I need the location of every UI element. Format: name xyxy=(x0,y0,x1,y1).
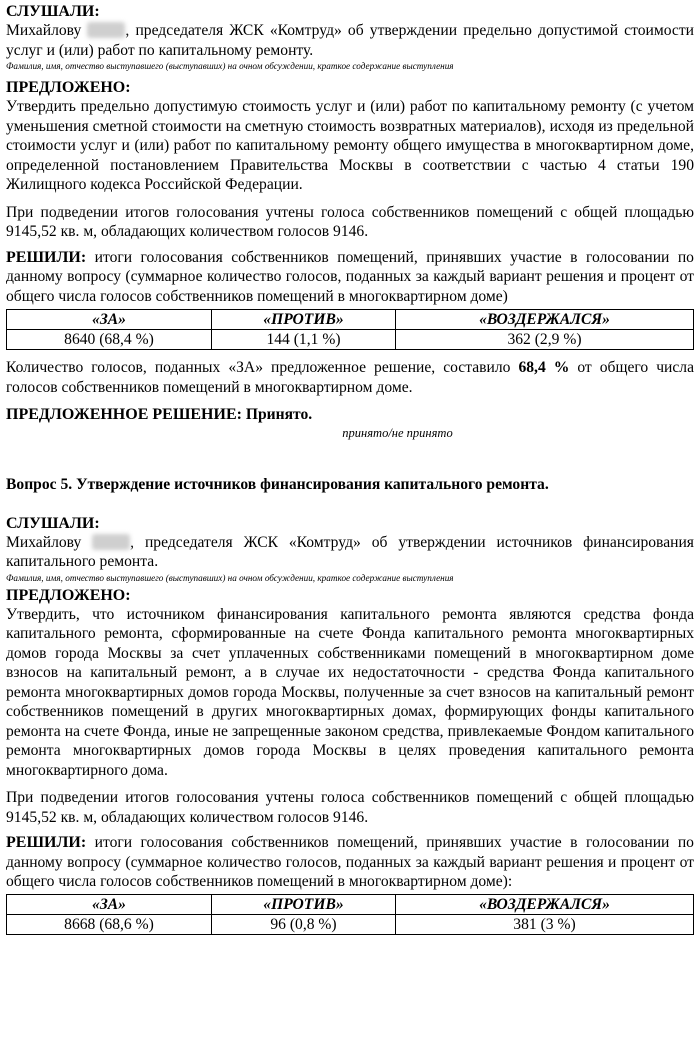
decision-value: Принято. xyxy=(241,406,313,423)
speaker-name-2: Михайлову xyxy=(6,533,82,551)
proposed-heading: ПРЕДЛОЖЕНО: xyxy=(6,79,131,96)
redacted-name xyxy=(87,22,125,38)
decided-heading-2: РЕШИЛИ: xyxy=(6,834,87,851)
heard-rest: , председателя ЖСК «Комтруд» об утверждении предельно допустимой стоимости услуг и (или) работ по капитальному ремонту. xyxy=(6,22,694,59)
votes-counted-text: При подведении итогов голосования учтены голоса собственников помещений с общей площадью 9145,52 кв. м, обладающих количеством голосов 9146. xyxy=(6,203,694,240)
heard-heading: СЛУШАЛИ: xyxy=(6,3,100,20)
decision-heading: ПРЕДЛОЖЕННОЕ РЕШЕНИЕ: xyxy=(6,406,242,423)
header-abstain-2: «ВОЗДЕРЖАЛСЯ» xyxy=(395,894,693,914)
heard-text-2 xyxy=(6,533,694,572)
count-summary: Количество голосов, поданных «ЗА» предложенное решение, составило 68,4 % от общего числа голосов собственников помещений в многоквартирном доме. xyxy=(6,359,695,396)
proposed-heading-2: ПРЕДЛОЖЕНО: xyxy=(6,586,131,604)
value-for: 8640 (68,4 %) xyxy=(7,330,212,350)
decided-body-2: итоги голосования собственников помещений, принявших участие в голосовании по данному вопросу (суммарное количество голосов, поданных за каждый вариант решения и процент от общего числа голосов собственников помещений в многоквартирном доме): xyxy=(6,834,694,890)
header-against: «ПРОТИВ» xyxy=(211,310,395,330)
proposed-text-2: Утвердить, что источником финансирования капитального ремонта являются средства фонда капитального ремонта, сформированные на счете Фонда капитального ремонта многоквартирных домов города Москвы за счет уплаченных собственниками помещений в многоквартирном доме взносов на капитальный ремонт, а в случае их недостаточности - средства Фонда капитального ремонта многоквартирных домов города Москвы, полученные за счет взносов на капитальный ремонт собственников помещений в других многоквартирных домах, формирующих фонды капитального ремонта на счете Фонда, иные не запрещенные законом средства, привлекаемые Фондом капитального ремонта многоквартирных домов города Москвы в целях проведения капитального ремонта многоквартирного дома. xyxy=(6,605,694,779)
question-5-title: Вопрос 5. Утверждение источников финансирования капитального ремонта. xyxy=(6,475,549,493)
decided-text xyxy=(6,248,694,307)
vote-results-table xyxy=(6,309,694,350)
speaker-note: Фамилия, имя, отчество выступавшего (выступавших) на очном обсуждении, краткое содержание выступления xyxy=(6,61,454,71)
header-against-2: «ПРОТИВ» xyxy=(211,894,395,914)
heard-rest-2: , председателя ЖСК «Комтруд» об утверждении источников финансирования капитального ремонта. xyxy=(6,533,694,570)
decision-hint: принято/не принято xyxy=(342,425,453,440)
redacted-name-2 xyxy=(92,534,130,550)
decided-body: итоги голосования собственников помещений, принявших участие в голосовании по данному вопросу (суммарное количество голосов, поданных за каждый вариант решения и процент от общего числа голосов собственников помещений в многоквартирном доме) xyxy=(6,248,694,305)
document-page xyxy=(0,2,700,1048)
count-percent: 68,4 % xyxy=(518,359,570,376)
speaker-note-2: Фамилия, имя, отчество выступавшего (выступавших) на очном обсуждении, краткое содержание выступления xyxy=(6,572,454,583)
value-abstain-2: 381 (3 %) xyxy=(395,914,693,934)
vote-results-table-2 xyxy=(6,894,694,935)
value-for-2: 8668 (68,6 %) xyxy=(7,914,212,934)
header-for-2: «ЗА» xyxy=(7,894,212,914)
value-against-2: 96 (0,8 %) xyxy=(211,914,395,934)
heard-text xyxy=(6,21,694,60)
header-abstain: «ВОЗДЕРЖАЛСЯ» xyxy=(395,310,693,330)
decided-heading: РЕШИЛИ: xyxy=(6,248,87,266)
proposed-text: Утвердить предельно допустимую стоимость услуг и (или) работ по капитальному ремонту (с учетом уменьшения сметной стоимости на сметную стоимость возвратных материалов), исходя из предельной стоимости услуг и (или) работ по капитальному ремонту общего имущества в многоквартирном доме, определенной постановлением Правительства Москвы в соответствии с частью 4 статьи 190 Жилищного кодекса Российской Федерации. xyxy=(6,98,694,193)
heard-heading-2: СЛУШАЛИ: xyxy=(6,514,100,532)
header-for: «ЗА» xyxy=(7,310,212,330)
votes-counted-text-2: При подведении итогов голосования учтены голоса собственников помещений с общей площадью 9145,52 кв. м, обладающих количеством голосов 9146. xyxy=(6,789,694,826)
decided-text-2 xyxy=(6,833,694,892)
value-against: 144 (1,1 %) xyxy=(211,330,395,350)
decision-line xyxy=(6,405,694,425)
speaker-name: Михайлову xyxy=(6,22,82,39)
value-abstain: 362 (2,9 %) xyxy=(395,330,693,350)
